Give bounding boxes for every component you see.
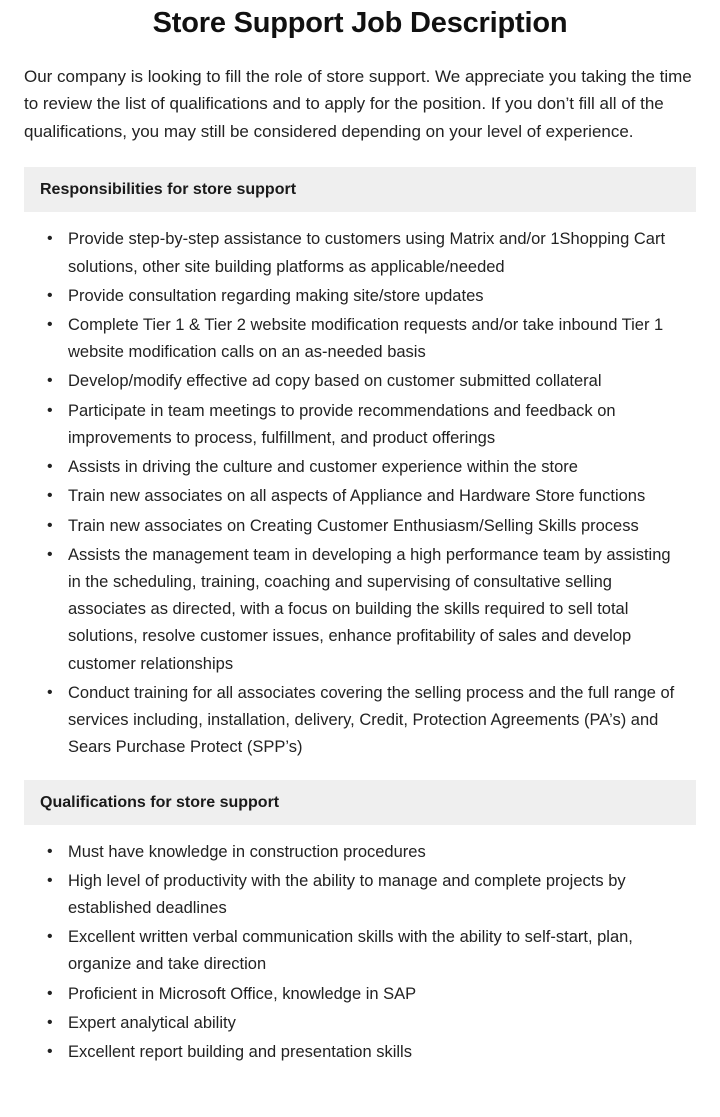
list-item: • Proficient in Microsoft Office, knowledge in SAP: [68, 981, 686, 1008]
list-item: • Train new associates on all aspects of Appliance and Hardware Store functions: [68, 483, 686, 510]
list-item: • High level of productivity with the ability to manage and complete projects by established deadlines: [68, 868, 686, 922]
qualifications-list: [24, 839, 696, 1067]
job-description-document: [0, 6, 720, 1094]
list-item: • Provide consultation regarding making site/store updates: [68, 283, 686, 310]
list-item: • Must have knowledge in construction procedures: [68, 839, 686, 866]
page-title: Store Support Job Description: [152, 7, 568, 39]
list-item: • Train new associates on Creating Customer Enthusiasm/Selling Skills process: [68, 513, 686, 540]
section-heading-qualifications: Qualifications for store support: [24, 780, 696, 825]
intro-paragraph: Our company is looking to fill the role of store support. We appreciate you taking the time to review the list of qualifications and to apply for the position. If you don’t fill all of the qualifications, you may still be considered depending on your level of experience.: [24, 66, 692, 141]
list-item: • Assists in driving the culture and customer experience within the store: [68, 454, 686, 481]
section-heading-responsibilities: Responsibilities for store support: [24, 167, 696, 212]
list-item: • Excellent written verbal communication skills with the ability to self-start, plan, organize and take direction: [68, 924, 686, 978]
list-item: • Excellent report building and presentation skills: [68, 1039, 686, 1066]
responsibilities-list: [24, 226, 696, 761]
list-item: • Develop/modify effective ad copy based on customer submitted collateral: [68, 368, 686, 395]
list-item: • Expert analytical ability: [68, 1010, 686, 1037]
list-item: • Complete Tier 1 & Tier 2 website modification requests and/or take inbound Tier 1 website modification calls on an as-needed basis: [68, 312, 686, 366]
list-item: • Participate in team meetings to provide recommendations and feedback on improvements to process, fulfillment, and product offerings: [68, 398, 686, 452]
section-qualifications: [24, 780, 696, 1067]
section-responsibilities: [24, 167, 696, 761]
list-item: • Conduct training for all associates covering the selling process and the full range of services including, installation, delivery, Credit, Protection Agreements (PA’s) and Sears Purchase Protect (SPP’s): [68, 680, 686, 762]
list-item: • Assists the management team in developing a high performance team by assisting in the scheduling, training, coaching and supervising of consultative selling associates as directed, with a focus on building the skills required to sell total solutions, resolve customer issues, enhance profitability of sales and develop customer relationships: [68, 542, 686, 678]
list-item: • Provide step-by-step assistance to customers using Matrix and/or 1Shopping Cart solutions, other site building platforms as applicable/needed: [68, 226, 686, 280]
